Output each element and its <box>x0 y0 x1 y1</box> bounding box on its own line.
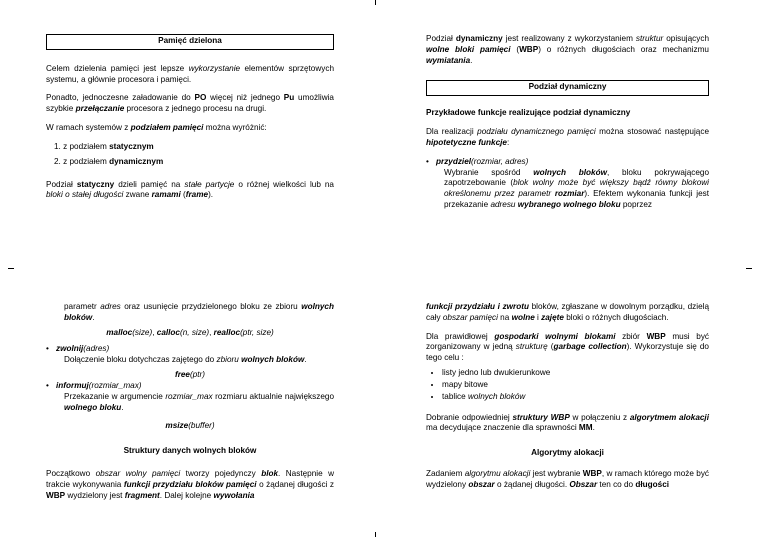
section-heading: Algorytmy alokacji <box>531 448 604 458</box>
function-signature: • informuj(rozmiar_max) <box>46 381 334 392</box>
list-item: • tablice wolnych bloków <box>442 392 709 403</box>
function-description: Wybranie spośród wolnych bloków, bloku pokrywającego zapotrzebowanie (blok wolny może być większy bądź równy blokowi określonemu przez parametr rozmiar). Efektem wykonania funkcji jest przekazanie adresu wybranego wolnego bloku poprzez <box>444 167 710 210</box>
slide-struktury-cd <box>426 302 709 491</box>
cut-mark <box>375 0 376 5</box>
function-description: Przekazanie w argumencie rozmiar_max rozmiaru aktualnie największego wolnego bloku. <box>64 391 334 412</box>
section-heading: Struktury danych wolnych bloków <box>123 446 257 456</box>
slide-title: Podział dynamiczny <box>426 80 709 96</box>
paragraph: Początkowo obszar wolny pamięci tworzy pojedynczy blok. Następnie w trakcie wykonywania funkcji przydziału bloków pamięci o żądanej długości z WBP wydzielony jest fragment. Dalej kolejne wywołania <box>46 469 335 500</box>
paragraph: funkcji przydziału i zwrotu bloków, zgłaszane w dowolnym porządku, dzielą cały obszar pamięci na wolne i zajęte bloki o różnych długościach. <box>426 302 709 322</box>
code-example: msize(buffer) <box>165 421 215 431</box>
slide-pamiec-dzielona <box>46 34 334 201</box>
slide-funkcje-cd <box>46 302 334 502</box>
paragraph: Dobranie odpowiedniej struktury WBP w połączeniu z algorytmem alokacji ma decydujące znaczenie dla sprawności MM. <box>426 412 709 433</box>
paragraph: Ponadto, jednoczesne załadowanie do PO więcej niż jednego Pu umożliwia szybkie przełączanie procesora z jednego procesu na drugi. <box>46 93 334 114</box>
list-item: • listy jedno lub dwukierunkowe <box>442 368 709 379</box>
paragraph: W ramach systemów z podziałem pamięci można wyróżnić: <box>46 123 267 133</box>
code-example: free(ptr) <box>174 370 206 380</box>
slide-podzial-dynamiczny <box>426 34 709 211</box>
paragraph: Celem dzielenia pamięci jest lepsze wykorzystanie elementów sprzętowych systemu, a głównie procesora i pamięci. <box>46 63 334 84</box>
function-description: Dołączenie bloku dotychczas zajętego do zbioru wolnych bloków. <box>64 355 307 365</box>
code-example: malloc(size), calloc(n, size), realloc(ptr, size) <box>106 327 274 337</box>
paragraph: Podział dynamiczny jest realizowany z wykorzystaniem struktur opisujących wolne bloki pamięci (WBP) o różnych długościach oraz mechanizmu wymiatania. <box>426 34 709 65</box>
list-item: 1. z podziałem statycznym <box>54 141 154 151</box>
list-item: • mapy bitowe <box>442 380 709 391</box>
section-heading: Przykładowe funkcje realizujące podział dynamiczny <box>426 108 631 118</box>
function-signature: • zwolnij(adres) <box>46 344 334 355</box>
paragraph: Podział statyczny dzieli pamięć na stałe partycje o różnej wielkości lub na bloki o stałej długości zwane ramami (frame). <box>46 179 334 200</box>
cut-mark <box>746 268 752 269</box>
paragraph: Dla prawidłowej gospodarki wolnymi blokami zbiór WBP musi być zorganizowany w jedną strukturę (garbage collection). Wykorzystuje się do tego celu : <box>426 331 710 363</box>
paragraph: Zadaniem algorytmu alokacji jest wybranie WBP, w ramach którego może być wydzielony obszar o żądanej długości. Obszar ten co do długości <box>426 469 710 489</box>
paragraph: parametr adres oraz usunięcie przydzielonego bloku ze zbioru wolnych bloków. <box>64 302 334 322</box>
slide-title: Pamięć dzielona <box>46 34 334 50</box>
paragraph: Dla realizacji podziału dynamicznego pamięci można stosować następujące hipotetyczne funkcje: <box>426 127 710 147</box>
function-signature: • przydziel(rozmiar, adres) <box>426 157 709 168</box>
bullet-list <box>426 368 709 402</box>
cut-mark <box>8 268 14 269</box>
list-item: 2. z podziałem dynamicznym <box>54 156 164 166</box>
cut-mark <box>375 532 376 537</box>
